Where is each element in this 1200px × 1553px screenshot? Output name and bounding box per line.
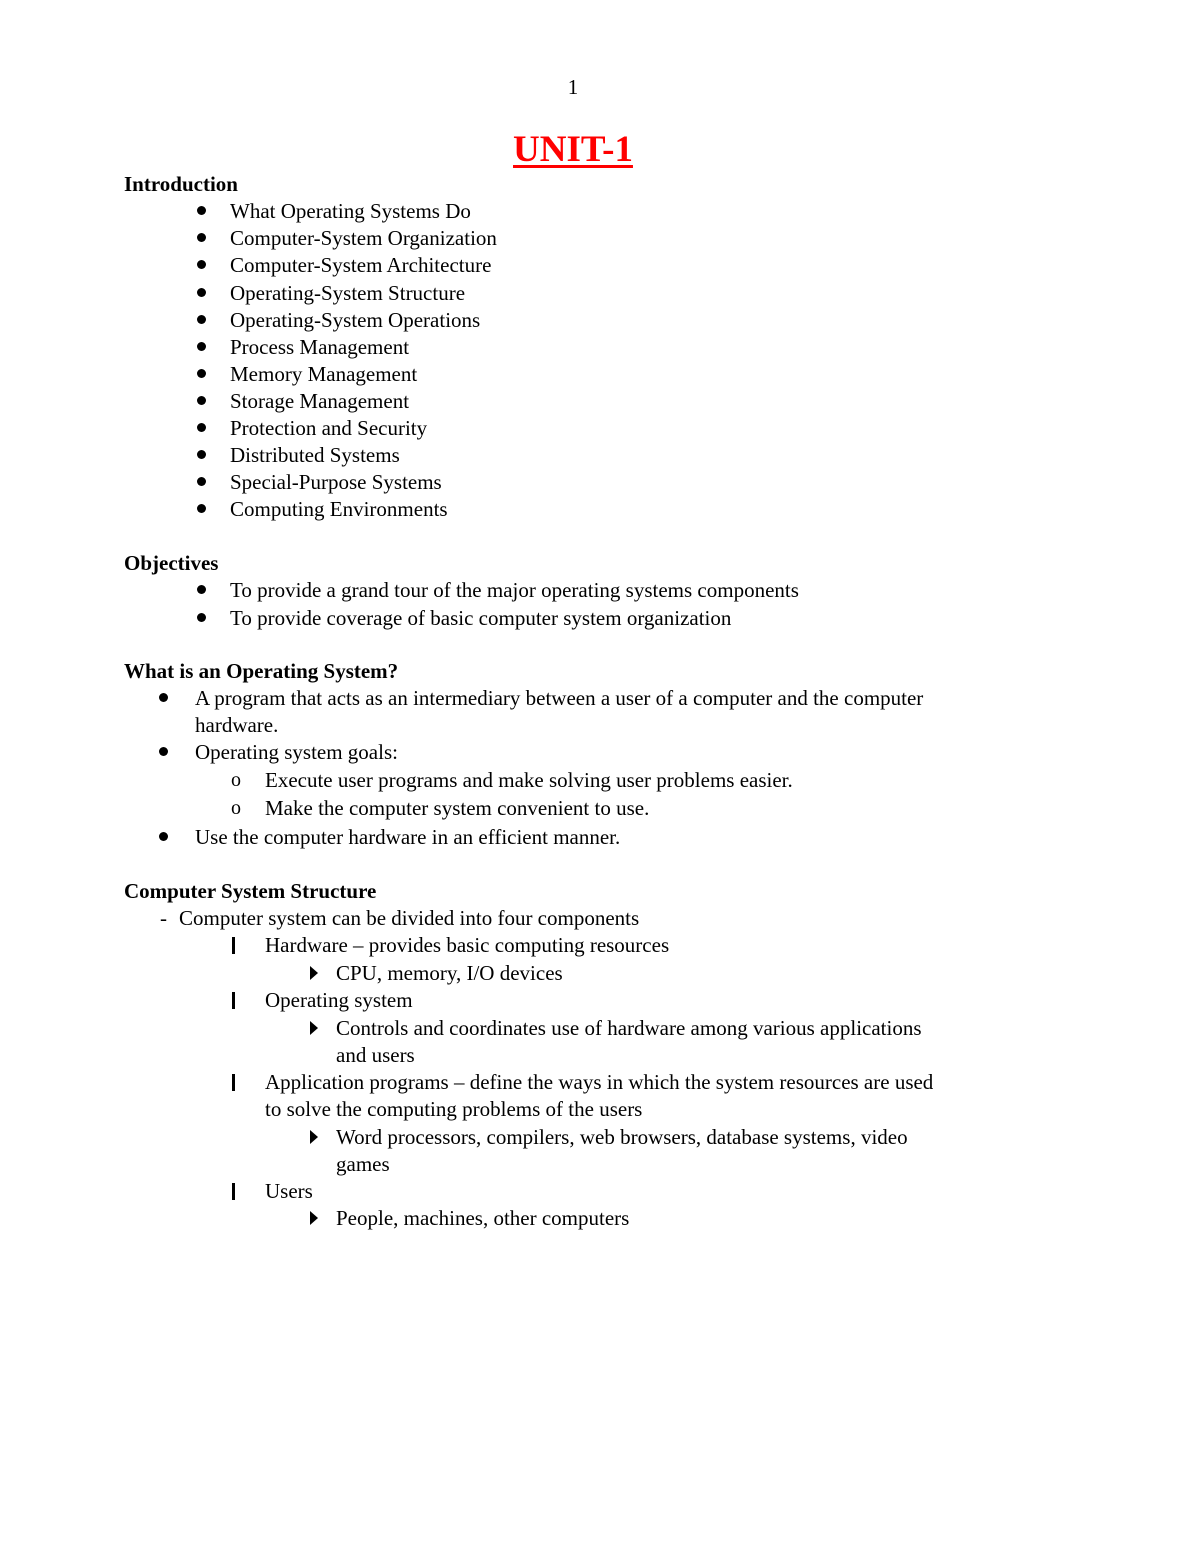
bar-bullet-icon (232, 1074, 235, 1091)
bullet-icon (197, 423, 206, 432)
list-item: Distributed Systems (230, 443, 400, 467)
circle-bullet-icon: o (231, 769, 241, 791)
objectives-heading: Objectives (124, 551, 219, 575)
triangle-bullet-icon (310, 1211, 318, 1225)
list-item: A program that acts as an intermediary between a user of a computer and the computer (195, 686, 924, 710)
unit-title: UNIT-1 (513, 129, 633, 170)
bullet-icon (197, 260, 206, 269)
bullet-icon (197, 369, 206, 378)
bullet-icon (159, 693, 168, 702)
bullet-icon (197, 288, 206, 297)
bullet-icon (197, 450, 206, 459)
list-item: Process Management (230, 335, 410, 359)
bullet-icon (197, 233, 206, 242)
bullet-icon (197, 206, 206, 215)
bullet-icon (197, 342, 206, 351)
triangle-bullet-icon (310, 966, 318, 980)
introduction-heading: Introduction (124, 172, 238, 196)
list-item: Computer-System Organization (230, 226, 497, 250)
list-item: Memory Management (230, 362, 418, 386)
list-item: Use the computer hardware in an efficient manner. (195, 825, 621, 849)
bullet-icon (159, 747, 168, 756)
list-item: Operating-System Operations (230, 308, 481, 332)
what-is-os-heading: What is an Operating System? (124, 659, 399, 683)
sub-list-item: Operating system (265, 988, 413, 1012)
list-item: What Operating Systems Do (230, 199, 471, 223)
list-item: To provide a grand tour of the major operating systems components (230, 578, 799, 602)
bullet-icon (197, 396, 206, 405)
sub-list-item: Users (265, 1179, 313, 1203)
list-item: Operating-System Structure (230, 281, 466, 305)
bullet-icon (197, 504, 206, 513)
bar-bullet-icon (232, 937, 235, 954)
list-item: Operating system goals: (195, 740, 398, 764)
circle-bullet-icon: o (231, 797, 241, 819)
bullet-icon (197, 613, 206, 622)
list-item: Computing Environments (230, 497, 448, 521)
bullet-icon (159, 832, 168, 841)
bar-bullet-icon (232, 1183, 235, 1200)
list-item: Computer system can be divided into four components (179, 906, 640, 930)
triangle-bullet-icon (310, 1021, 318, 1035)
bullet-icon (197, 315, 206, 324)
sub-list-item: Hardware – provides basic computing resources (265, 933, 670, 957)
sub-sub-list-item-continuation: and users (336, 1043, 415, 1067)
sub-list-item: Application programs – define the ways in which the system resources are used (265, 1070, 934, 1094)
list-item: Special-Purpose Systems (230, 470, 442, 494)
sub-sub-list-item: Controls and coordinates use of hardware among various applications (336, 1016, 922, 1040)
dash-bullet: - (160, 906, 167, 930)
list-item: Storage Management (230, 389, 410, 413)
sub-list-item: Execute user programs and make solving user problems easier. (265, 768, 793, 792)
list-item-continuation: hardware. (195, 713, 279, 737)
triangle-bullet-icon (310, 1130, 318, 1144)
bullet-icon (197, 585, 206, 594)
page-number: 1 (567, 75, 579, 99)
bar-bullet-icon (232, 992, 235, 1009)
bullet-icon (197, 477, 206, 486)
sub-list-item: Make the computer system convenient to use. (265, 796, 650, 820)
sub-list-item-continuation: to solve the computing problems of the users (265, 1097, 643, 1121)
sub-sub-list-item-continuation: games (336, 1152, 390, 1176)
sub-sub-list-item: People, machines, other computers (336, 1206, 630, 1230)
list-item: Protection and Security (230, 416, 428, 440)
sub-sub-list-item: Word processors, compilers, web browsers, database systems, video (336, 1125, 908, 1149)
system-structure-heading: Computer System Structure (124, 879, 377, 903)
sub-sub-list-item: CPU, memory, I/O devices (336, 961, 563, 985)
list-item: To provide coverage of basic computer system organization (230, 606, 732, 630)
list-item: Computer-System Architecture (230, 253, 492, 277)
